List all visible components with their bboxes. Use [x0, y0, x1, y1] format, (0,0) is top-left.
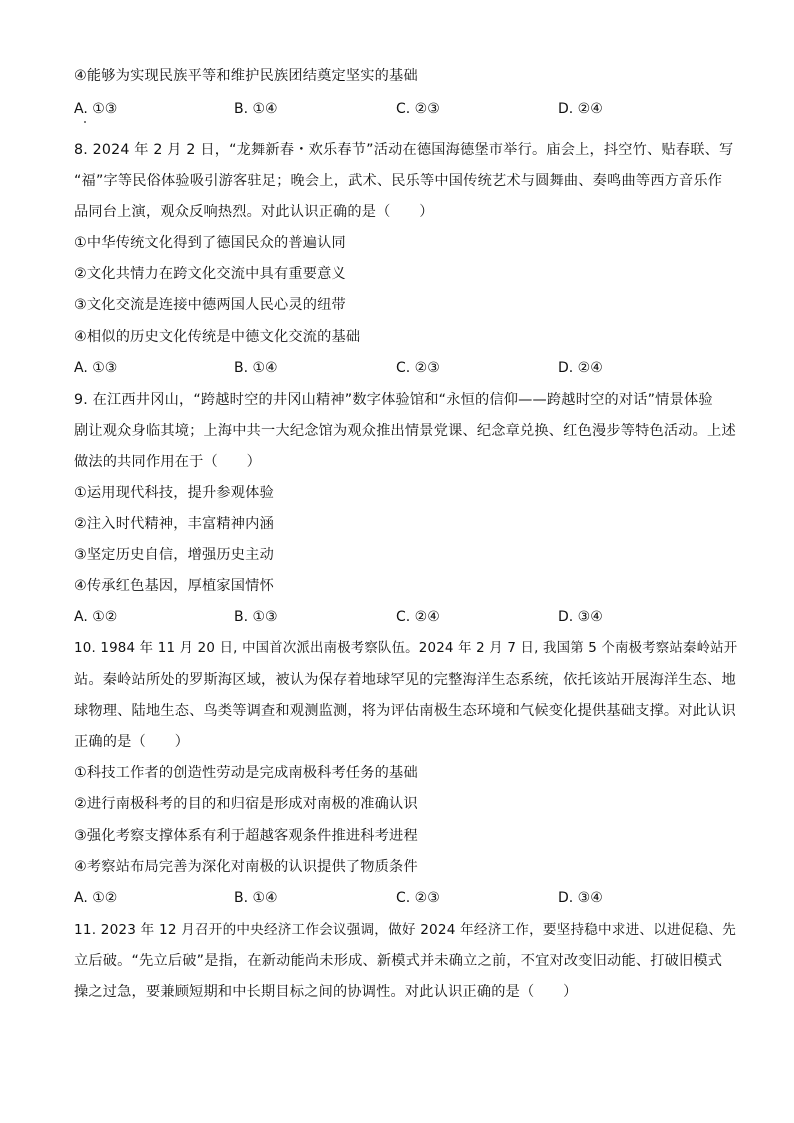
q7-option-a[interactable]: A. ①③ [74, 101, 118, 117]
q10-item-3: ③强化考察支撑体系有利于超越客观条件推进科考进程 [74, 828, 418, 844]
q8-item-4: ④相似的历史文化传统是中德文化交流的基础 [74, 329, 361, 345]
q9-option-d[interactable]: D. ③④ [558, 609, 603, 625]
q9-option-a[interactable]: A. ①② [74, 609, 118, 625]
q9-item-4: ④传承红色基因，厚植家国情怀 [74, 578, 274, 594]
q9-options [74, 607, 734, 627]
q8-item-2: ②文化共情力在跨文化交流中具有重要意义 [74, 266, 346, 282]
q9-stem-line-2: 剧让观众身临其境；上海中共一大纪念馆为观众推出情景党课、纪念章兑换、红色漫步等特色活动。上述 [74, 423, 736, 439]
q9-item-2: ②注入时代精神，丰富精神内涵 [74, 516, 274, 532]
q10-option-d[interactable]: D. ③④ [558, 890, 603, 906]
q10-stem-line-4: 正确的是（ ） [74, 734, 190, 750]
q8-stem-line-2: “福”字等民俗体验吸引游客驻足；晚会上，武术、民乐等中国传统艺术与圆舞曲、奏鸣曲等西方音乐作 [74, 173, 723, 189]
q10-item-2: ②进行南极科考的目的和归宿是形成对南极的准确认识 [74, 796, 418, 812]
q9-stem-line-3: 做法的共同作用在于（ ） [74, 454, 262, 470]
q11-stem-line-2: 立后破。“先立后破”是指，在新动能尚未形成、新模式并未确立之前，不宜对改变旧动能、打破旧模式 [74, 953, 723, 969]
q9-option-c[interactable]: C. ②④ [396, 609, 440, 625]
q11-stem-line-3: 操之过急，要兼顾短期和中长期目标之间的协调性。对此认识正确的是（ ） [74, 984, 578, 1000]
q8-stem-line-3: 品同台上演，观众反响热烈。对此认识正确的是（ ） [74, 204, 434, 220]
q9-item-1: ①运用现代科技，提升参观体验 [74, 485, 274, 501]
stray-mark [84, 121, 86, 123]
q8-option-c[interactable]: C. ②③ [396, 360, 440, 376]
q9-item-3: ③坚定历史自信，增强历史主动 [74, 547, 274, 563]
q10-item-1: ①科技工作者的创造性劳动是完成南极科考任务的基础 [74, 765, 418, 781]
q7-option-d[interactable]: D. ②④ [558, 101, 603, 117]
q8-option-d[interactable]: D. ②④ [558, 360, 603, 376]
q11-stem-line-1: 11. 2023 年 12 月召开的中央经济工作会议强调，做好 2024 年经济工作，要坚持稳中求进、以进促稳、先 [74, 922, 736, 938]
q7-option-c[interactable]: C. ②③ [396, 101, 440, 117]
q10-options [74, 888, 734, 908]
q8-item-1: ①中华传统文化得到了德国民众的普遍认同 [74, 235, 346, 251]
q10-stem-line-3: 球物理、陆地生态、鸟类等调查和观测监测，将为评估南极生态环境和气候变化提供基础支撑。对此认识 [74, 703, 736, 719]
q8-options [74, 358, 734, 378]
q8-stem-line-1: 8. 2024 年 2 月 2 日，“龙舞新春・欢乐春节”活动在德国海德堡市举行。庙会上，抖空竹、贴春联、写 [74, 142, 734, 158]
q8-item-3: ③文化交流是连接中德两国人民心灵的纽带 [74, 297, 346, 313]
q10-stem-line-1: 10. 1984 年 11 月 20 日, 中国首次派出南极考察队伍。2024 年 2 月 7 日, 我国第 5 个南极考察站秦岭站开 [74, 641, 738, 656]
q8-option-a[interactable]: A. ①③ [74, 360, 118, 376]
q9-option-b[interactable]: B. ①③ [234, 609, 278, 625]
q8-option-b[interactable]: B. ①④ [234, 360, 278, 376]
q7-options [74, 99, 734, 119]
q10-stem-line-2: 站。秦岭站所处的罗斯海区域，被认为保存着地球罕见的完整海洋生态系统，依托该站开展海洋生态、地 [74, 672, 736, 688]
q7-option-b[interactable]: B. ①④ [234, 101, 278, 117]
q7-item-4: ④能够为实现民族平等和维护民族团结奠定坚实的基础 [74, 68, 418, 84]
q10-option-b[interactable]: B. ①④ [234, 890, 278, 906]
q10-item-4: ④考察站布局完善为深化对南极的认识提供了物质条件 [74, 859, 418, 875]
q10-option-a[interactable]: A. ①② [74, 890, 118, 906]
q9-stem-line-1: 9. 在江西井冈山，“跨越时空的井冈山精神”数字体验馆和“永恒的信仰——跨越时空的对话”情景体验 [74, 392, 713, 408]
q10-option-c[interactable]: C. ②③ [396, 890, 440, 906]
